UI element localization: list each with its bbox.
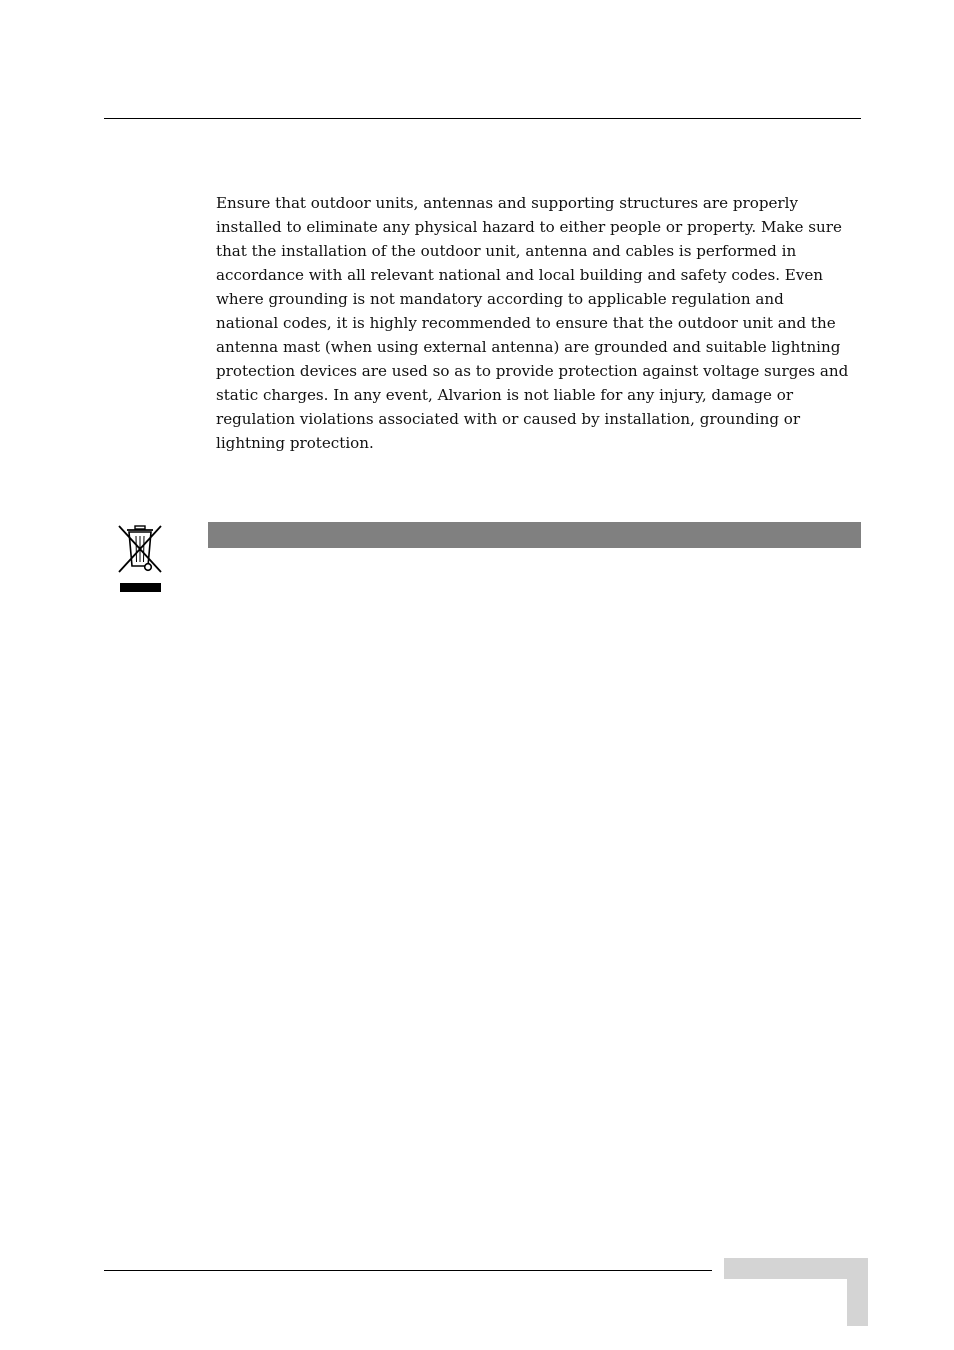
footer-rule bbox=[104, 1270, 712, 1271]
header-rule bbox=[104, 118, 861, 119]
section-heading-bar bbox=[208, 522, 861, 548]
safety-paragraph: Ensure that outdoor units, antennas and supporting structures are properly installed to eliminate any physical hazard to either people or property. Make sure that the installation of the outdoor unit, antenna and cables is performed in accordance with all relevant national and local building and safety codes. Even where grounding is not mandatory according to applicable regulation and national codes, it is highly recommended to ensure that the outdoor unit and the antenna mast (when using external antenna) are grounded and suitable lightning protection devices are used so as to provide protection against voltage surges and static charges. In any event, Alvarion is not liable for any injury, damage or regulation violations associated with or caused by installation, grounding or lightning protection. bbox=[216, 194, 849, 452]
page-number-tab bbox=[724, 1258, 868, 1326]
crossed-out-wheeled-bin-icon bbox=[115, 522, 165, 594]
